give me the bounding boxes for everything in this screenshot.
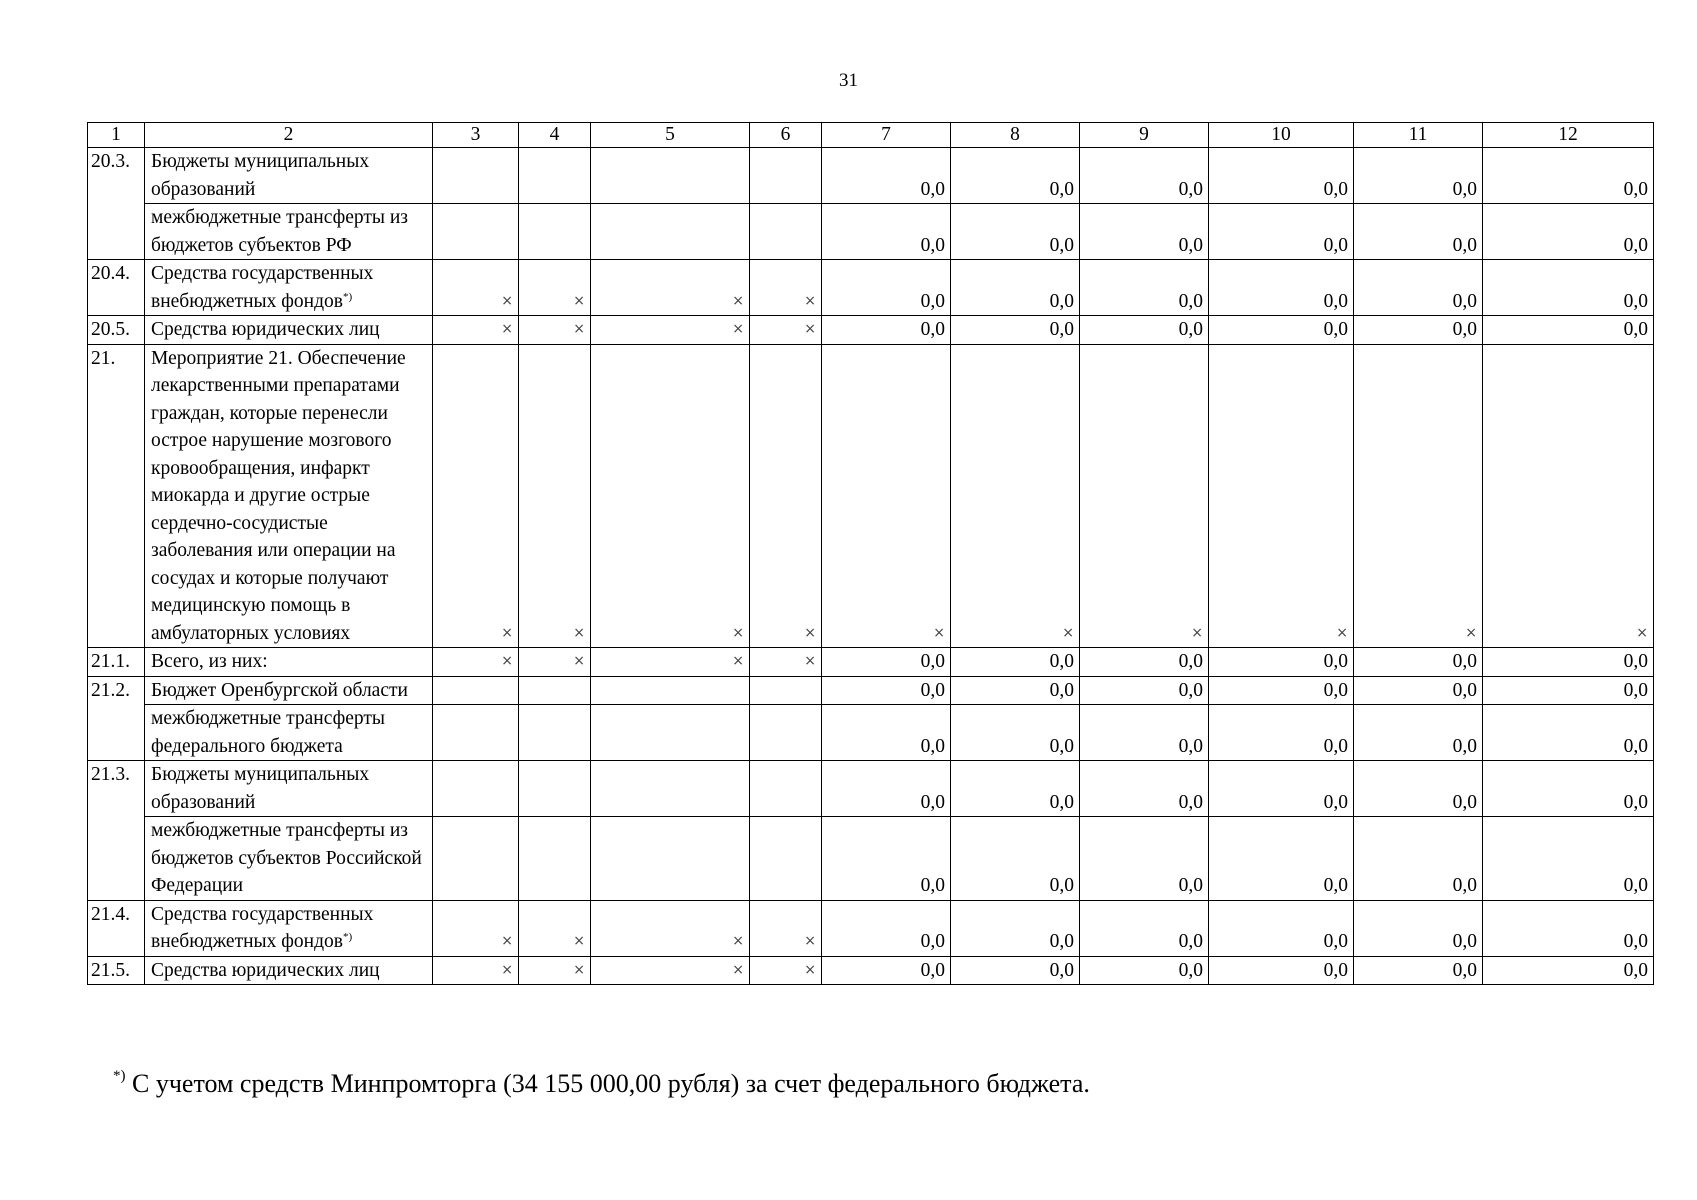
- cell: 0,0: [1080, 761, 1209, 817]
- row-code: 21.2.: [88, 676, 145, 761]
- column-header: 4: [519, 123, 591, 148]
- table-row: [88, 148, 1654, 204]
- cell: ×: [750, 900, 822, 956]
- cell: ×: [591, 260, 750, 316]
- cell: 0,0: [951, 705, 1080, 761]
- row-name: межбюджетные трансферты федерального бюджета: [145, 705, 433, 761]
- cell: [591, 148, 750, 204]
- cell: ×: [750, 956, 822, 985]
- row-code: 21.: [88, 344, 145, 648]
- row-name: межбюджетные трансферты из бюджетов субъектов Российской Федерации: [145, 817, 433, 901]
- cell: ×: [750, 316, 822, 345]
- cell: 0,0: [1483, 316, 1654, 345]
- cell: 0,0: [1483, 900, 1654, 956]
- cell: ×: [591, 900, 750, 956]
- cell: 0,0: [1354, 761, 1483, 817]
- column-header: 3: [433, 123, 519, 148]
- row-name: Мероприятие 21. Обеспечение лекарственными препаратами граждан, которые перенесли острое нарушение мозгового кровообращения, инфаркт миокарда и другие острые сердечно-сосудистые заболевания или операции на сосудах и которые получают медицинскую помощь в амбулаторных условиях: [145, 344, 433, 648]
- table-row: [88, 676, 1654, 705]
- footnote-mark: *): [342, 290, 353, 303]
- column-header: 12: [1483, 123, 1654, 148]
- cell: 0,0: [951, 676, 1080, 705]
- cell: 0,0: [951, 817, 1080, 901]
- cell: 0,0: [1483, 148, 1654, 204]
- cell: 0,0: [1209, 676, 1354, 705]
- cell: [750, 204, 822, 260]
- cell: 0,0: [1354, 817, 1483, 901]
- cell: [591, 676, 750, 705]
- cell: [433, 817, 519, 901]
- cell: 0,0: [1209, 148, 1354, 204]
- cell: [519, 817, 591, 901]
- cell: ×: [519, 900, 591, 956]
- table-row: [88, 956, 1654, 985]
- cell: 0,0: [1354, 705, 1483, 761]
- cell: ×: [822, 344, 951, 648]
- cell: ×: [1209, 344, 1354, 648]
- cell: [750, 817, 822, 901]
- cell: ×: [433, 956, 519, 985]
- cell: 0,0: [951, 956, 1080, 985]
- cell: 0,0: [1209, 316, 1354, 345]
- cell: ×: [433, 316, 519, 345]
- cell: [433, 676, 519, 705]
- row-code: 20.4.: [88, 260, 145, 316]
- cell: [750, 761, 822, 817]
- cell: ×: [951, 344, 1080, 648]
- cell: 0,0: [1354, 148, 1483, 204]
- cell: [591, 204, 750, 260]
- column-header: 2: [145, 123, 433, 148]
- cell: ×: [1354, 344, 1483, 648]
- cell: ×: [433, 900, 519, 956]
- cell: [519, 705, 591, 761]
- cell: [433, 761, 519, 817]
- column-header: 8: [951, 123, 1080, 148]
- cell: 0,0: [1354, 648, 1483, 677]
- cell: ×: [519, 956, 591, 985]
- cell: 0,0: [1483, 705, 1654, 761]
- column-header: 7: [822, 123, 951, 148]
- cell: 0,0: [1209, 648, 1354, 677]
- cell: 0,0: [1080, 900, 1209, 956]
- row-name: Средства государственных внебюджетных фондов*): [145, 900, 433, 956]
- cell: 0,0: [1483, 761, 1654, 817]
- cell: ×: [1483, 344, 1654, 648]
- cell: 0,0: [1483, 956, 1654, 985]
- cell: 0,0: [1080, 648, 1209, 677]
- cell: ×: [750, 260, 822, 316]
- table-row: [88, 204, 1654, 260]
- cell: ×: [519, 648, 591, 677]
- cell: [433, 204, 519, 260]
- table-row: [88, 817, 1654, 901]
- cell: 0,0: [951, 148, 1080, 204]
- cell: 0,0: [1483, 204, 1654, 260]
- column-number-header-row: [88, 123, 1654, 148]
- cell: 0,0: [822, 956, 951, 985]
- cell: 0,0: [1483, 648, 1654, 677]
- cell: 0,0: [951, 316, 1080, 345]
- cell: ×: [591, 648, 750, 677]
- cell: 0,0: [1209, 817, 1354, 901]
- cell: 0,0: [1209, 956, 1354, 985]
- row-name: Средства юридических лиц: [145, 956, 433, 985]
- cell: ×: [433, 648, 519, 677]
- column-header: 1: [88, 123, 145, 148]
- row-code: 20.5.: [88, 316, 145, 345]
- table-row: [88, 705, 1654, 761]
- cell: 0,0: [1080, 316, 1209, 345]
- cell: 0,0: [1354, 260, 1483, 316]
- cell: 0,0: [1354, 956, 1483, 985]
- cell: 0,0: [951, 648, 1080, 677]
- cell: 0,0: [1483, 260, 1654, 316]
- table-row: [88, 316, 1654, 345]
- row-name: Бюджет Оренбургской области: [145, 676, 433, 705]
- cell: 0,0: [1354, 316, 1483, 345]
- table-row: [88, 344, 1654, 648]
- column-header: 11: [1354, 123, 1483, 148]
- cell: 0,0: [1080, 676, 1209, 705]
- cell: ×: [1080, 344, 1209, 648]
- cell: ×: [433, 344, 519, 648]
- cell: 0,0: [951, 204, 1080, 260]
- cell: 0,0: [1080, 817, 1209, 901]
- cell: 0,0: [822, 260, 951, 316]
- cell: 0,0: [1209, 204, 1354, 260]
- cell: 0,0: [1080, 956, 1209, 985]
- cell: 0,0: [822, 148, 951, 204]
- cell: ×: [519, 260, 591, 316]
- cell: 0,0: [1354, 900, 1483, 956]
- cell: 0,0: [822, 204, 951, 260]
- cell: 0,0: [1483, 817, 1654, 901]
- row-name: Бюджеты муниципальных образований: [145, 148, 433, 204]
- column-header: 5: [591, 123, 750, 148]
- table-row: [88, 900, 1654, 956]
- cell: 0,0: [1080, 204, 1209, 260]
- cell: [750, 676, 822, 705]
- cell: [519, 676, 591, 705]
- cell: 0,0: [822, 676, 951, 705]
- cell: [750, 148, 822, 204]
- cell: ×: [591, 316, 750, 345]
- cell: [591, 705, 750, 761]
- cell: ×: [591, 344, 750, 648]
- cell: 0,0: [822, 648, 951, 677]
- cell: 0,0: [822, 316, 951, 345]
- row-code: 21.4.: [88, 900, 145, 956]
- cell: 0,0: [951, 761, 1080, 817]
- page-number: 31: [839, 70, 858, 91]
- cell: [591, 817, 750, 901]
- cell: 0,0: [1209, 761, 1354, 817]
- budget-table: [87, 122, 1654, 985]
- footnote-mark: *): [342, 931, 353, 943]
- column-header: 6: [750, 123, 822, 148]
- cell: ×: [750, 648, 822, 677]
- row-code: 21.1.: [88, 648, 145, 677]
- cell: 0,0: [822, 817, 951, 901]
- cell: 0,0: [1483, 676, 1654, 705]
- row-code: 20.3.: [88, 148, 145, 260]
- cell: [750, 705, 822, 761]
- table-row: [88, 648, 1654, 677]
- row-name: Средства государственных внебюджетных фондов*): [145, 260, 433, 316]
- cell: 0,0: [822, 900, 951, 956]
- cell: 0,0: [1080, 705, 1209, 761]
- cell: 0,0: [1354, 204, 1483, 260]
- cell: [519, 204, 591, 260]
- cell: 0,0: [822, 705, 951, 761]
- cell: [591, 761, 750, 817]
- row-code: 21.3.: [88, 761, 145, 901]
- cell: ×: [591, 956, 750, 985]
- cell: 0,0: [1209, 705, 1354, 761]
- cell: 0,0: [951, 900, 1080, 956]
- cell: [433, 705, 519, 761]
- cell: 0,0: [1209, 260, 1354, 316]
- cell: 0,0: [822, 761, 951, 817]
- cell: ×: [433, 260, 519, 316]
- cell: ×: [750, 344, 822, 648]
- cell: 0,0: [1080, 260, 1209, 316]
- footnote: [113, 1069, 1090, 1099]
- cell: ×: [519, 316, 591, 345]
- cell: 0,0: [951, 260, 1080, 316]
- cell: [433, 148, 519, 204]
- cell: ×: [519, 344, 591, 648]
- table-row: [88, 260, 1654, 316]
- cell: 0,0: [1354, 676, 1483, 705]
- footnote-mark: *): [113, 1068, 126, 1084]
- row-name: Средства юридических лиц: [145, 316, 433, 345]
- cell: [519, 761, 591, 817]
- footnote-text: С учетом средств Минпромторга (34 155 000,00 рубля) за счет федерального бюджета.: [132, 1069, 1090, 1098]
- row-name: межбюджетные трансферты из бюджетов субъектов РФ: [145, 204, 433, 260]
- table-row: [88, 761, 1654, 817]
- row-name: Бюджеты муниципальных образований: [145, 761, 433, 817]
- column-header: 10: [1209, 123, 1354, 148]
- row-code: 21.5.: [88, 956, 145, 985]
- row-name: Всего, из них:: [145, 648, 433, 677]
- cell: 0,0: [1209, 900, 1354, 956]
- column-header: 9: [1080, 123, 1209, 148]
- cell: [519, 148, 591, 204]
- cell: 0,0: [1080, 148, 1209, 204]
